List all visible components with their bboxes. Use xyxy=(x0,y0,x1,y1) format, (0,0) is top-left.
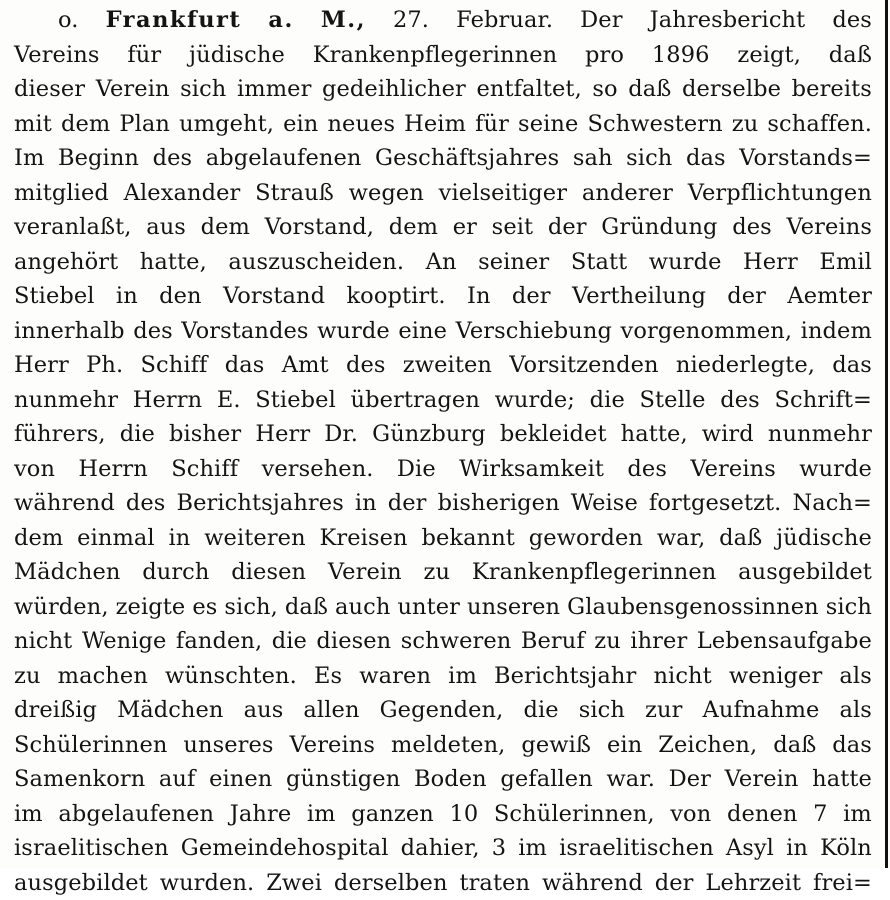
article-line: ausgebildet wurden. Zwei derselben traten während der Lehrzeit frei= xyxy=(14,866,872,900)
article-line: während des Berichtsjahres in der bisherigen Weise fortgesetzt. Nach= xyxy=(14,486,872,521)
article-line: führers, die bisher Herr Dr. Günzburg bekleidet hatte, wird nunmehr xyxy=(14,417,872,452)
article-line: mit dem Plan umgeht, ein neues Heim für seine Schwestern zu schaffen. xyxy=(14,107,872,142)
article-line: dreißig Mädchen aus allen Gegenden, die sich zur Aufnahme als xyxy=(14,693,872,728)
article-line: israelitischen Gemeindehospital dahier, 3 im israelitischen Asyl in Köln xyxy=(14,831,872,866)
article-line: Stiebel in den Vorstand kooptirt. In der Vertheilung der Aemter xyxy=(14,279,872,314)
article-line: angehört hatte, auszuscheiden. An seiner Statt wurde Herr Emil xyxy=(14,245,872,280)
article-line: nunmehr Herrn E. Stiebel übertragen wurde; die Stelle des Schrift= xyxy=(14,383,872,418)
article-line: von Herrn Schiff versehen. Die Wirksamkeit des Vereins wurde xyxy=(14,452,872,487)
column-rule xyxy=(885,0,888,868)
article-line: im abgelaufenen Jahre im ganzen 10 Schülerinnen, von denen 7 im xyxy=(14,797,872,832)
article-line: Vereins für jüdische Krankenpflegerinnen pro 1896 zeigt, daß xyxy=(14,38,872,73)
article-line: Im Beginn des abgelaufenen Geschäftsjahres sah sich das Vorstands= xyxy=(14,141,872,176)
news-article xyxy=(14,3,872,900)
article-line: dem einmal in weiteren Kreisen bekannt geworden war, daß jüdische xyxy=(14,521,872,556)
article-line: dieser Verein sich immer gedeihlicher entfaltet, so daß derselbe bereits xyxy=(14,72,872,107)
article-line: Schülerinnen unseres Vereins meldeten, gewiß ein Zeichen, daß das xyxy=(14,728,872,763)
article-line: nicht Wenige fanden, die diesen schweren Beruf zu ihrer Lebensaufgabe xyxy=(14,624,872,659)
article-line: Herr Ph. Schiff das Amt des zweiten Vorsitzenden niederlegte, das xyxy=(14,348,872,383)
article-line: zu machen wünschten. Es waren im Berichtsjahr nicht weniger als xyxy=(14,659,872,694)
article-line: Samenkorn auf einen günstigen Boden gefallen war. Der Verein hatte xyxy=(14,762,872,797)
article-line: mitglied Alexander Strauß wegen vielseitiger anderer Verpflichtungen xyxy=(14,176,872,211)
article-line: o. Frankfurt a. M., 27. Februar. Der Jahresbericht des xyxy=(14,3,872,38)
article-line: veranlaßt, aus dem Vorstand, dem er seit der Gründung des Vereins xyxy=(14,210,872,245)
article-line: innerhalb des Vorstandes wurde eine Verschiebung vorgenommen, indem xyxy=(14,314,872,349)
article-line: würden, zeigte es sich, daß auch unter unseren Glaubensgenossinnen sich xyxy=(14,590,872,625)
article-line: Mädchen durch diesen Verein zu Krankenpflegerinnen ausgebildet xyxy=(14,555,872,590)
